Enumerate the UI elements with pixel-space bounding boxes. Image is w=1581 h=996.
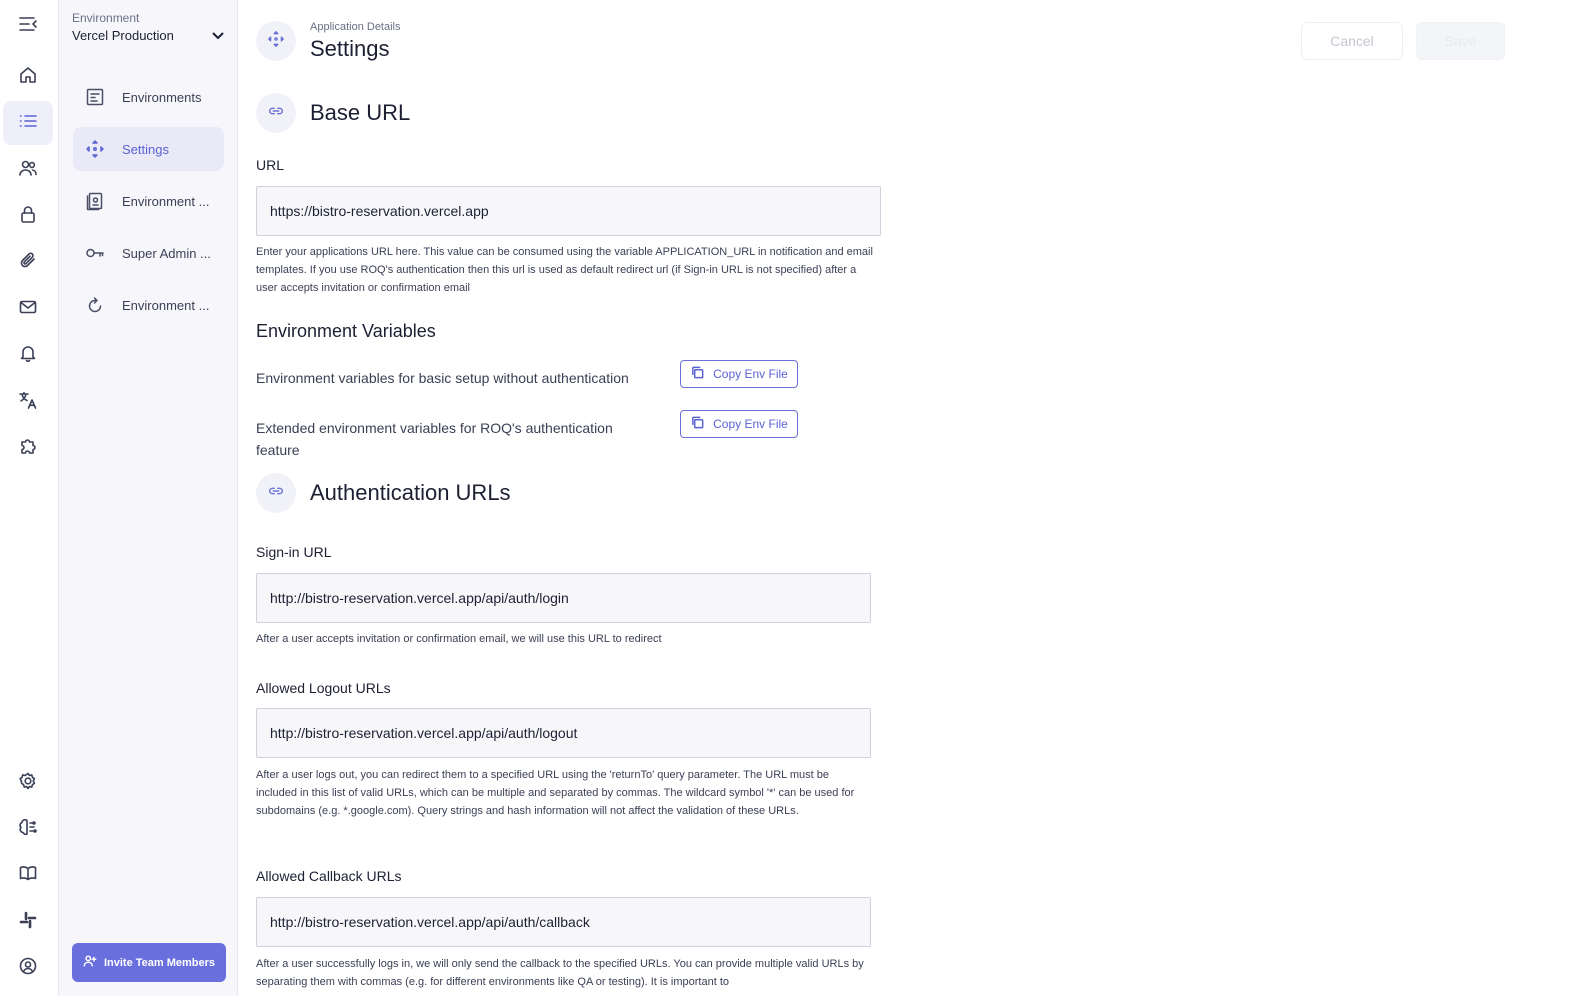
signin-url-input[interactable] <box>270 590 857 606</box>
rail-slack[interactable] <box>3 900 53 944</box>
copy-env-file-button[interactable] <box>680 360 798 388</box>
rail-docs[interactable] <box>3 853 53 897</box>
authentication-urls-title: Authentication URLs <box>310 480 511 505</box>
copy-env-file-auth-button[interactable] <box>680 410 798 438</box>
url-input[interactable] <box>270 203 867 219</box>
icon-rail <box>0 0 59 996</box>
slack-icon <box>18 910 38 935</box>
sidebar-item-super-admin[interactable] <box>73 231 224 275</box>
sidebar-item-environment-templates[interactable] <box>73 179 224 223</box>
signin-url-field[interactable] <box>256 573 871 623</box>
logout-help-text: After a user logs out, you can redirect them to a specified URL using the 'returnTo' query parameter. The URL must be included in this list of valid URLs, which can be multiple and separated by commas. The wildcard symbol '*' can be used for subdomains (e.g. *.google.com). Query strings and hash information will not affect the validation of these URLs. <box>256 769 855 817</box>
collapse-menu-button[interactable] <box>3 4 53 48</box>
rail-settings[interactable] <box>3 761 53 805</box>
sidebar-item-label: Environment ... <box>122 297 210 313</box>
save-button[interactable]: Save <box>1416 22 1505 60</box>
url-field[interactable] <box>256 186 881 236</box>
copy-env-file-label: Copy Env File <box>713 367 788 381</box>
settings-header-icon <box>256 21 296 61</box>
callback-urls-field[interactable] <box>256 897 871 947</box>
puzzle-icon <box>18 436 38 461</box>
copy-env-file-label: Copy Env File <box>713 417 788 431</box>
lock-icon <box>18 204 38 229</box>
add-user-icon <box>83 954 97 971</box>
environment-label: Environment <box>72 11 140 25</box>
url-help-text: Enter your applications URL here. This value can be consumed using the variable APPLICATION_URL in notification and email templates. If you use ROQ's authentication then this url is used as default redirect url (if Sign-in URL is not specified) after a user accepts invitation or confirmation email <box>256 246 873 294</box>
copy-icon <box>690 415 705 433</box>
secondary-sidebar <box>59 0 238 996</box>
user-circle-icon <box>18 956 38 981</box>
refresh-icon <box>85 295 105 315</box>
sidebar-item-settings[interactable] <box>73 127 224 171</box>
signin-url-label: Sign-in URL <box>256 544 332 560</box>
environment-variables-title: Environment Variables <box>256 321 436 341</box>
sidebar-item-label: Environment ... <box>122 193 210 209</box>
auth-urls-section-icon <box>256 473 296 513</box>
page-title: Settings <box>310 36 390 61</box>
rail-security[interactable] <box>3 194 53 238</box>
document-icon <box>85 87 105 107</box>
rail-account[interactable] <box>3 946 53 990</box>
rail-integrations[interactable] <box>3 426 53 470</box>
rail-users[interactable] <box>3 148 53 192</box>
sidebar-item-label: Super Admin ... <box>122 245 211 261</box>
home-icon <box>18 65 38 90</box>
paperclip-icon <box>18 250 38 275</box>
cancel-button[interactable]: Cancel <box>1301 22 1403 60</box>
sidebar-item-environments[interactable] <box>73 75 224 119</box>
logout-urls-label: Allowed Logout URLs <box>256 680 391 696</box>
invite-team-members-button[interactable] <box>72 943 226 982</box>
logout-urls-input[interactable] <box>270 725 857 741</box>
gear-icon <box>18 771 38 796</box>
menu-collapse-icon <box>18 14 38 39</box>
book-icon <box>18 863 38 888</box>
environment-selector[interactable]: Vercel Production <box>72 28 174 43</box>
copy-icon <box>690 365 705 383</box>
rail-files[interactable] <box>3 240 53 284</box>
logout-urls-field[interactable] <box>256 708 871 758</box>
rail-home[interactable] <box>3 55 53 99</box>
move-arrows-icon <box>267 30 285 53</box>
invite-button-label: Invite Team Members <box>103 956 216 969</box>
list-icon <box>18 111 38 136</box>
rail-notifications[interactable] <box>3 333 53 377</box>
env-basic-label: Environment variables for basic setup without authentication <box>256 370 629 386</box>
brain-icon <box>18 817 38 842</box>
translate-icon <box>18 390 38 415</box>
mail-icon <box>18 297 38 322</box>
users-icon <box>18 158 38 183</box>
bell-icon <box>18 343 38 368</box>
key-icon <box>85 243 105 263</box>
callback-urls-label: Allowed Callback URLs <box>256 868 402 884</box>
env-extended-label: Extended environment variables for ROQ's authentication feature <box>256 420 613 458</box>
rail-ai[interactable] <box>3 807 53 851</box>
main-content <box>238 0 1581 996</box>
sidebar-item-environment-sync[interactable] <box>73 283 224 327</box>
callback-help-text: After a user successfully logs in, we will only send the callback to the specified URLs. You can provide multiple valid URLs by separating them with commas (e.g. for different environments like QA or testing). It is important to <box>256 958 864 988</box>
url-label: URL <box>256 157 285 173</box>
base-url-section-icon <box>256 93 296 133</box>
link-icon <box>267 482 285 505</box>
rail-application-details[interactable] <box>3 101 53 145</box>
breadcrumb[interactable]: Application Details <box>310 21 401 33</box>
rail-translations[interactable] <box>3 380 53 424</box>
signin-help-text: After a user accepts invitation or confirmation email, we will use this URL to redirect <box>256 633 662 645</box>
move-arrows-icon <box>85 139 105 159</box>
file-settings-icon <box>85 191 105 211</box>
callback-urls-input[interactable] <box>270 914 857 930</box>
sidebar-item-label: Environments <box>122 89 202 105</box>
sidebar-item-label: Settings <box>122 141 169 157</box>
base-url-title: Base URL <box>310 100 411 125</box>
chevron-down-icon[interactable] <box>210 27 226 43</box>
rail-mail[interactable] <box>3 287 53 331</box>
link-icon <box>267 102 285 125</box>
